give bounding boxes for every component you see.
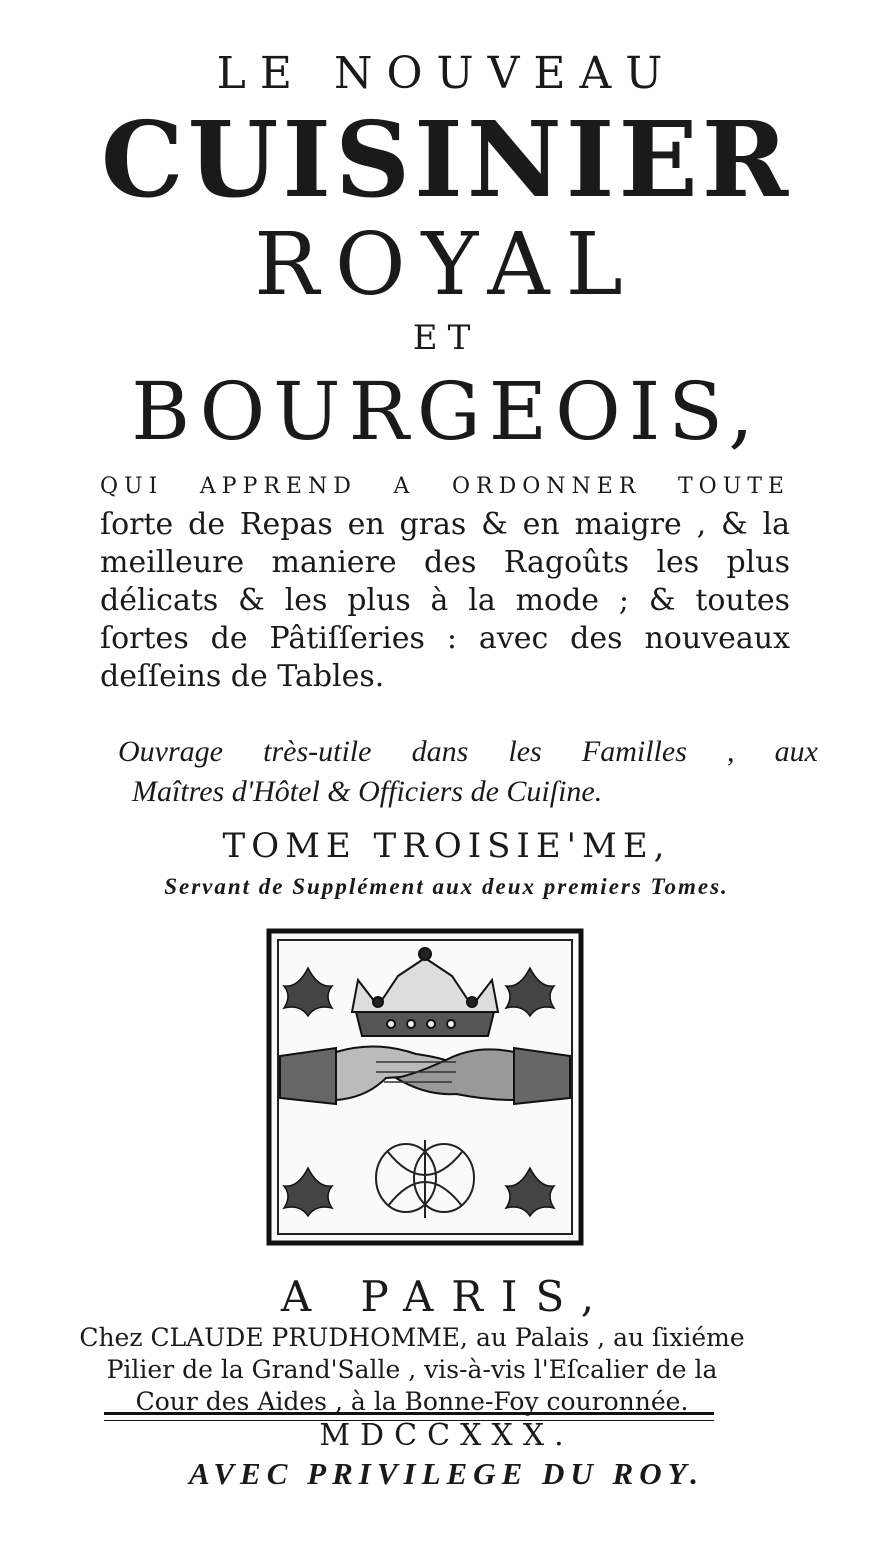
imprint-row: Cour des Aides , à la Bonne-Foy couronnée.: [135, 1387, 689, 1416]
subtitle-row: deſſeins de Tables.: [100, 659, 385, 694]
imprint-city: A PARIS,: [280, 1272, 613, 1321]
subtitle-row: QUI APPREND A ORDONNER TOUTE: [100, 474, 790, 499]
title-line-et: ET: [412, 318, 481, 358]
work-description: [118, 732, 818, 812]
subtitle-row: ſorte de Repas en gras & en maigre , & la: [100, 507, 790, 542]
subtitle-row: ſortes de Pâtiſſeries : avec des nouveaux: [100, 621, 790, 656]
subtitle-block: [100, 468, 790, 696]
title-line-cuisinier: CUISINIER: [100, 98, 793, 221]
imprint-block: [62, 1322, 762, 1418]
subtitle-row: meilleure maniere des Ragoûts les plus: [100, 545, 790, 580]
title-line-royal: ROYAL: [254, 215, 639, 315]
printers-device-icon: [266, 928, 584, 1246]
imprint-row: Pilier de la Grand'Salle , vis-à-vis l'Eſcalier de la: [106, 1355, 718, 1384]
title-line-le-nouveau: LE NOUVEAU: [216, 48, 677, 99]
title-line-bourgeois: BOURGEOIS,: [131, 365, 762, 458]
imprint-date: MDCCXXX.: [319, 1418, 574, 1453]
volume-serving-note: Servant de Supplément aux deux premiers Tomes.: [164, 874, 729, 899]
royal-privilege: AVEC PRIVILEGE DU ROY.: [189, 1456, 704, 1491]
subtitle-row: délicats & les plus à la mode ; & toutes: [100, 583, 790, 618]
work-row: Ouvrage très-utile dans les Familles , aux: [118, 735, 818, 768]
work-row: Maîtres d'Hôtel & Officiers de Cuiſine.: [132, 775, 603, 808]
imprint-row: Chez CLAUDE PRUDHOMME, au Palais , au ſixiéme: [79, 1323, 745, 1352]
volume-title: TOME TROISIE'ME,: [222, 826, 671, 866]
